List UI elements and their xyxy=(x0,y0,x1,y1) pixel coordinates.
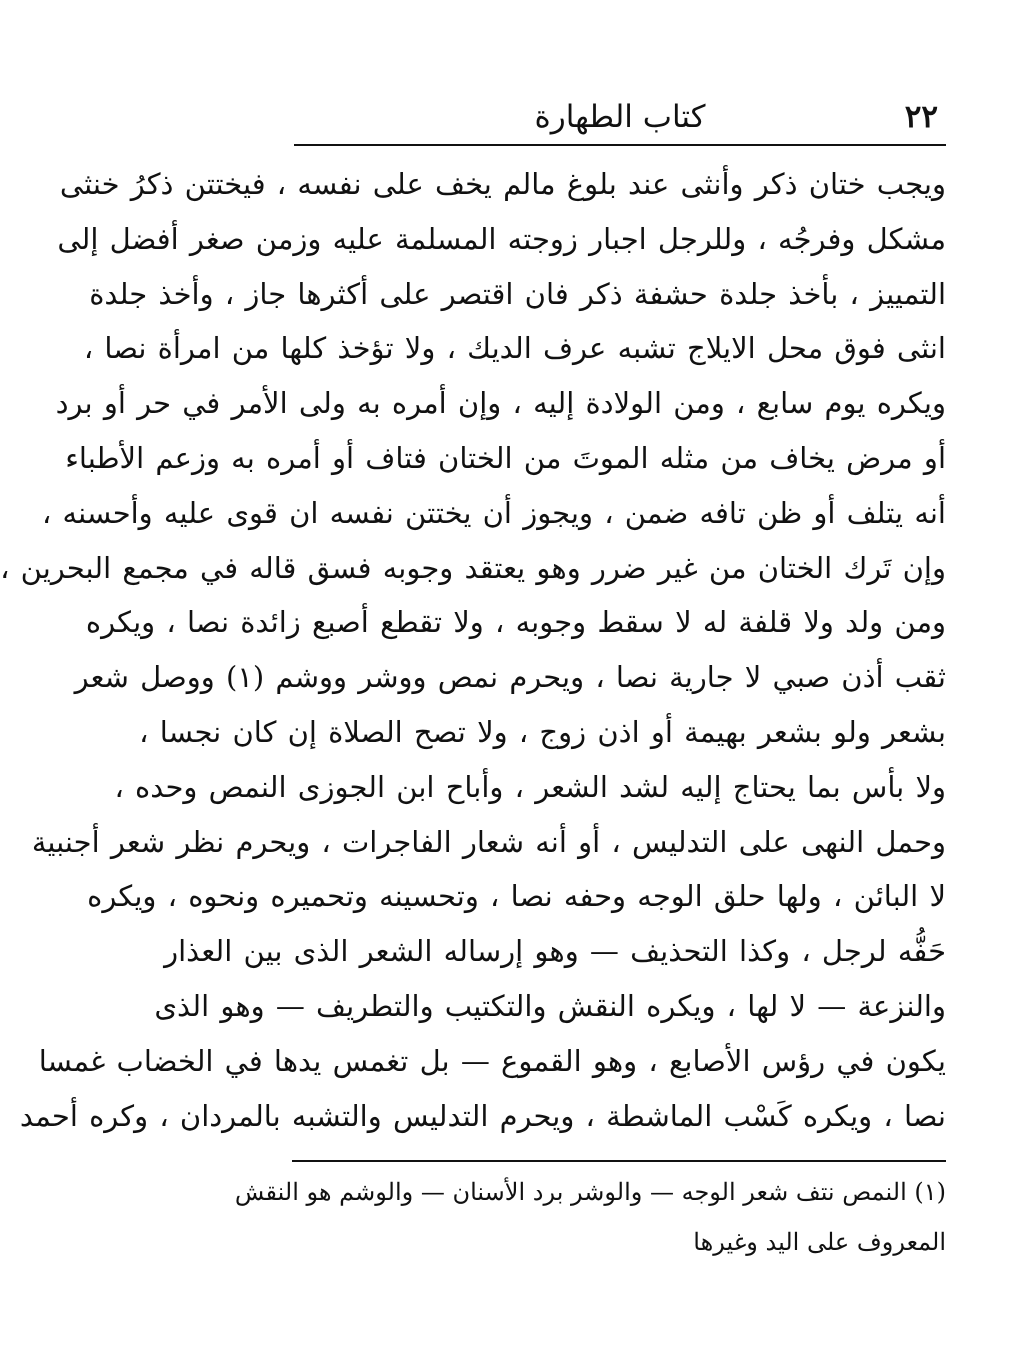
footnote-line: (١) النمص نتف شعر الوجه — والوشر برد الأسنان — والوشم هو النقش xyxy=(234,1178,946,1206)
footnote-line: المعروف على اليد وغيرها xyxy=(693,1228,946,1256)
text-line: أنه يتلف أو ظن تافه ضمن ، ويجوز أن يختتن نفسه ان قوى عليه وأحسنه ، xyxy=(41,495,946,530)
text-line: وإن تَرك الختان من غير ضرر وهو يعتقد وجوبه فسق قاله في مجمع البحرين ، xyxy=(0,550,946,585)
text-line: أو مرض يخاف من مثله الموتَ من الختان فتاف أو أمره به وزعم الأطباء xyxy=(65,440,946,475)
text-line: يكون في رؤس الأصابع ، وهو القموع — بل تغمس يدها في الخضاب غمسا xyxy=(38,1043,946,1078)
main-text xyxy=(0,157,946,1143)
footnote-rule xyxy=(292,1160,946,1162)
text-line: مشكل وفرجُه ، وللرجل اجبار زوجته المسلمة عليه وزمن صغر أفضل إلى xyxy=(57,221,946,256)
running-title: كتاب الطهارة xyxy=(534,99,706,135)
text-line: والنزعة — لا لها ، ويكره النقش والتكتيب والتطريف — وهو الذى xyxy=(154,988,946,1023)
header-rule xyxy=(294,144,946,146)
text-line: التمييز ، بأخذ جلدة حشفة ذكر فان اقتصر على أكثرها جاز ، وأخذ جلدة xyxy=(89,276,946,311)
text-line: حَفُّه لرجل ، وكذا التحذيف — وهو إرساله الشعر الذى بين العذار xyxy=(164,934,946,969)
text-line: ولا بأس بما يحتاج إليه لشد الشعر ، وأباح ابن الجوزى النمص وحده ، xyxy=(114,769,946,804)
page-header xyxy=(294,96,946,146)
text-line: ومن ولد ولا قلفة له لا سقط وجوبه ، ولا تقطع أصبع زائدة نصا ، ويكره xyxy=(85,605,946,640)
text-line: ثقب أذن صبي لا جارية نصا ، ويحرم نمص ووشر ووشم (١) ووصل شعر xyxy=(74,660,946,695)
text-line: وحمل النهى على التدليس ، أو أنه شعار الفاجرات ، ويحرم نظر شعر أجنبية xyxy=(31,824,946,859)
text-line: لا البائن ، ولها حلق الوجه وحفه نصا ، وتحسينه وتحميره ونحوه ، ويكره xyxy=(87,879,946,914)
footnotes xyxy=(234,1170,946,1270)
text-line: نصا ، ويكره كَسْب الماشطة ، ويحرم التدليس والتشبه بالمردان ، وكره أحمد xyxy=(19,1098,946,1133)
text-line: بشعر ولو بشعر بهيمة أو اذن زوج ، ولا تصح الصلاة إن كان نجسا ، xyxy=(139,714,946,749)
text-line: ويجب ختان ذكر وأنثى عند بلوغ مالم يخف على نفسه ، فيختتن ذكرُ خنثى xyxy=(59,167,946,201)
page-number: ٢٢ xyxy=(904,99,938,135)
text-line: ويكره يوم سابع ، ومن الولادة إليه ، وإن أمره به ولى الأمر في حر أو برد xyxy=(55,386,946,421)
text-line: انثى فوق محل الايلاج تشبه عرف الديك ، ولا تؤخذ كلها من امرأة نصا ، xyxy=(83,331,946,366)
